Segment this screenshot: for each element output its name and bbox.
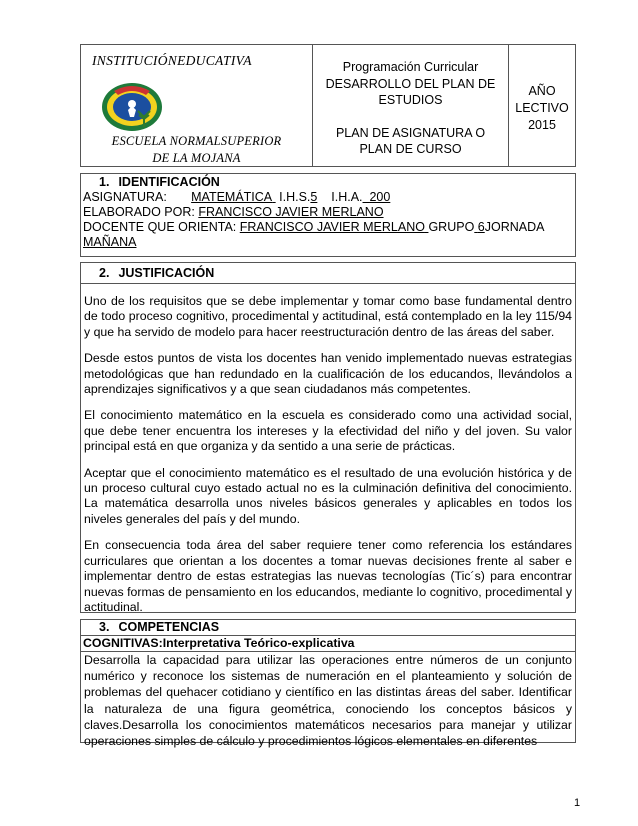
year-value: 2015 (528, 118, 556, 132)
page-number: 1 (574, 797, 581, 809)
program-line-5: PLAN DE CURSO (359, 142, 462, 156)
section-title: JUSTIFICACIÓN (118, 266, 215, 280)
jornada-line (81, 235, 575, 250)
program-line-3: ESTUDIOS (378, 93, 443, 107)
docente-line (81, 220, 575, 235)
cognitivas-text: Desarrolla la capacidad para utilizar las operaciones entre números de un conjunto numérico y reconoce los sistemas de numeración en el planteamiento y solución de problemas del quehacer cotidiano y científico en las distintas áreas del saber. Identificar la naturaleza de una figura geométrica, conociendo los conceptos básicos y claves.Desarrolla los conocimientos matemáticos necesarios para manejar y utilizar operaciones simples de cálculo y procedimientos lógicos elementales en diferentes (84, 653, 572, 749)
year-line-1: AÑO (528, 84, 556, 98)
school-year (509, 83, 575, 134)
justificacion-paragraph: Desde estos puntos de vista los docentes han venido implementado nuevas estrategias metodológicas que han redundado en la cualificación de los educandos, llevándolos a aprendizajes significativos y a que sean ciudadanos más competentes. (84, 351, 572, 397)
ihs-label: I.H.S. (279, 190, 311, 204)
section-number: 2. (99, 266, 110, 280)
section-number: 1. (99, 175, 110, 189)
section-title: IDENTIFICACIÓN (118, 175, 220, 189)
justificacion-paragraph: Aceptar que el conocimiento matemático es el resultado de una evolución histórica y de un proceso cultural cuyo estado actual no es la culminación definitiva del conocimiento. La matemática desarrolla unos niveles básicos generales y aplicables en todos los niveles generales del país y del mundo. (84, 465, 572, 526)
cognitivas-title: COGNITIVAS:Interpretativa Teórico-explicativa (81, 636, 575, 652)
asignatura-line (81, 190, 575, 205)
docente-value: FRANCISCO JAVIER MERLANO (239, 220, 425, 234)
elaborado-value: FRANCISCO JAVIER MERLANO (198, 205, 384, 219)
section-heading (81, 620, 575, 636)
year-cell (509, 45, 575, 166)
institution-name: INSTITUCIÓNEDUCATIVA (92, 53, 252, 68)
section-heading (81, 174, 575, 190)
section-title: COMPETENCIAS (118, 620, 220, 634)
asignatura-value: MATEMÁTICA (191, 190, 273, 204)
section-identificacion (80, 173, 576, 257)
justificacion-paragraph: Uno de los requisitos que se debe implementar y tomar como base fundamental dentro de todo proceso cognitivo, procedimental y actitudinal, está contemplado en la ley 115/94 y que ha servido de modelo para hacer reestructuración dentro de las áreas del saber. (84, 294, 572, 339)
iha-label: I.H.A. (331, 190, 363, 204)
justificacion-paragraph: En consecuencia toda área del saber requiere tener como referencia los estándares curriculares que orientan a los docentes a tomar nuevas decisiones frente al saber e implementar dentro de estas estrategias las nuevas tecnologías (Tic´s) para encontrar nuevas formas de pensamiento en los educandos, mediante lo cognitivo, procedimental y actitudinal. (84, 538, 572, 614)
justificacion-paragraph: El conocimiento matemático en la escuela es considerado como una actividad social, que debe tener encuentra los intereses y la efectividad del niño y del joven. Su valor principal está en que organiza y da sentido a una serie de prácticas. (84, 408, 572, 454)
school-line-1: ESCUELA NORMALSUPERIOR (111, 134, 282, 148)
section-number: 3. (99, 620, 110, 634)
school-logo (94, 77, 174, 137)
year-line-2: LECTIVO (515, 101, 569, 115)
jornada-label: JORNADA (484, 220, 545, 234)
program-cell (313, 45, 509, 166)
program-line-2: DESARROLLO DEL PLAN DE (325, 76, 496, 91)
school-line-2: DE LA MOJANA (152, 151, 241, 165)
program-title (317, 59, 504, 158)
elaborado-line (81, 205, 575, 220)
grupo-label: GRUPO (428, 220, 475, 234)
section-competencias (80, 619, 576, 749)
jornada-value: MAÑANA (83, 235, 137, 249)
program-line-4: PLAN DE ASIGNATURA O (335, 125, 486, 140)
ihs-value: 5 (310, 190, 318, 204)
header-table (80, 44, 576, 167)
program-line-1: Programación Curricular (342, 60, 479, 74)
docente-label: DOCENTE QUE ORIENTA: (83, 220, 237, 234)
elaborado-label: ELABORADO POR: (83, 205, 195, 219)
section-justificacion (80, 262, 576, 613)
grupo-value: 6 (477, 220, 485, 234)
section-heading (81, 263, 575, 284)
iha-value: 200 (369, 190, 391, 204)
institution-cell (81, 45, 313, 166)
asignatura-label: ASIGNATURA: (83, 190, 167, 204)
school-name (87, 133, 306, 167)
